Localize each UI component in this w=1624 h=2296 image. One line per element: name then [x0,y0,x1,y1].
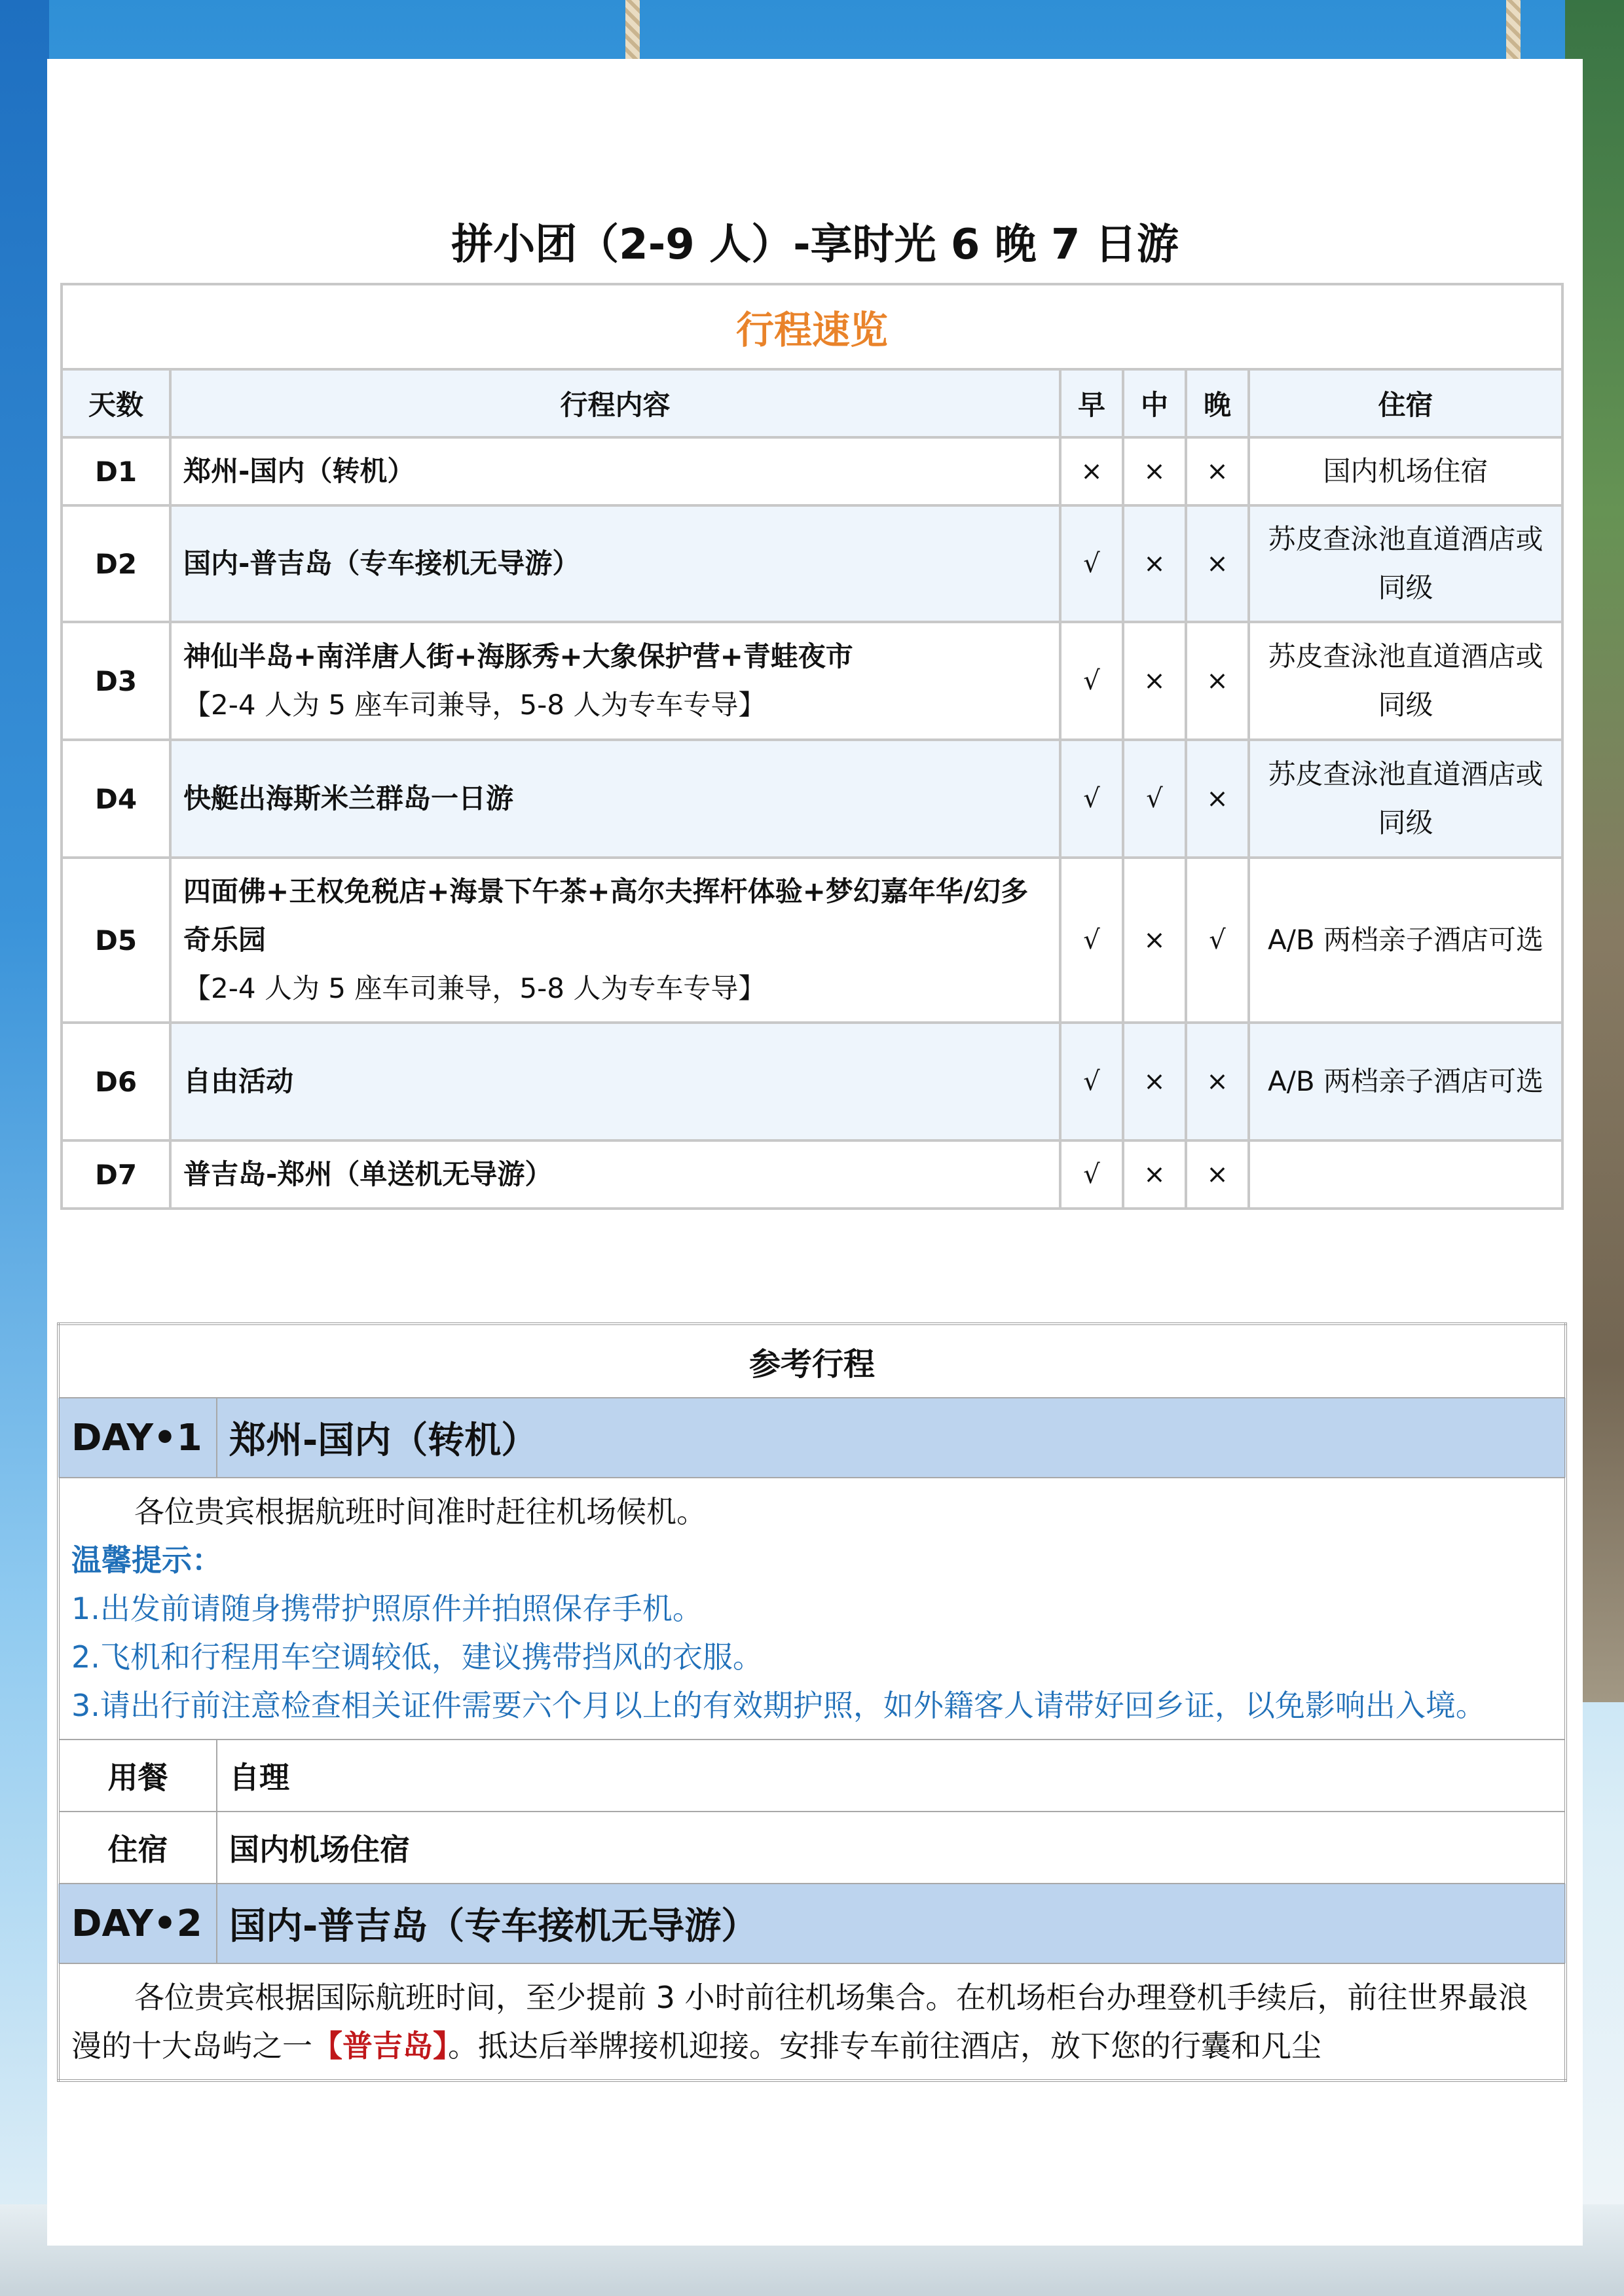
col-lunch: 中 [1123,369,1186,437]
highlight-phuket: 【普吉岛】 [312,2028,448,2064]
hotel-label: 住宿 [58,1812,217,1884]
tip-item: 3.请出行前注意检查相关证件需要六个月以上的有效期护照，如外籍客人请带好回乡证，以免影响出入境。 [71,1688,1486,1723]
day1-label: DAY•1 [58,1398,217,1478]
table-row: D7 普吉岛-郑州（单送机无导游） √ × × [62,1140,1562,1209]
tip-item: 2.飞机和行程用车空调较低，建议携带挡风的衣服。 [71,1639,763,1675]
overview-heading: 行程速览 [62,284,1562,369]
col-hotel: 住宿 [1249,369,1562,437]
meal-value: 自理 [217,1740,1566,1812]
background-left-sky [0,0,49,2296]
table-row: D1 郑州-国内（转机） × × × 国内机场住宿 [62,437,1562,505]
col-content: 行程内容 [170,369,1060,437]
rope-left [625,0,640,59]
tips-heading: 温馨提示： [71,1542,222,1578]
day1-description: 各位贵宾根据航班时间准时赶往机场候机。 温馨提示： 1.出发前请随身携带护照原件并拍照保存手机。 2.飞机和行程用车空调较低，建议携带挡风的衣服。 3.请出行前注意检查相关证件需要六个月以上的有效期护照，如外籍客人请带好回乡证，以免影响出入境。 [58,1478,1566,1740]
rope-right [1506,0,1521,59]
itinerary-page [47,59,1583,2246]
table-row: D5 四面佛+王权免税店+海景下午茶+高尔夫挥杆体验+梦幻嘉年华/幻多奇乐园 【2-4 人为 5 座车司兼导，5-8 人为专车专导】 √ × √ A/B 两档亲子酒店可选 [62,858,1562,1023]
table-row: D2 国内-普吉岛（专车接机无导游） √ × × 苏皮查泳池直道酒店或同级 [62,505,1562,622]
reference-itinerary-table [57,1322,1567,2082]
day2-description: 各位贵宾根据国际航班时间，至少提前 3 小时前往机场集合。在机场柜台办理登机手续后，前往世界最浪漫的十大岛屿之一【普吉岛】。抵达后举牌接机迎接。安排专车前往酒店，放下您的行囊和凡尘 [58,1963,1566,2081]
table-row: D6 自由活动 √ × × A/B 两档亲子酒店可选 [62,1023,1562,1140]
col-breakfast: 早 [1060,369,1123,437]
col-day: 天数 [62,369,170,437]
reference-heading: 参考行程 [58,1324,1566,1398]
table-row: D4 快艇出海斯米兰群岛一日游 √ √ × 苏皮查泳池直道酒店或同级 [62,740,1562,858]
col-dinner: 晚 [1186,369,1249,437]
hotel-value: 国内机场住宿 [217,1812,1566,1884]
day2-title: 国内-普吉岛（专车接机无导游） [217,1884,1566,1963]
meal-label: 用餐 [58,1740,217,1812]
tip-item: 1.出发前请随身携带护照原件并拍照保存手机。 [71,1591,703,1626]
page-title: 拼小团（2-9 人）-享时光 6 晚 7 日游 [451,221,1179,269]
day2-label: DAY•2 [58,1884,217,1963]
table-row: D3 神仙半岛+南洋唐人街+海豚秀+大象保护营+青蛙夜市 【2-4 人为 5 座车司兼导，5-8 人为专车专导】 √ × × 苏皮查泳池直道酒店或同级 [62,622,1562,740]
day1-title: 郑州-国内（转机） [217,1398,1566,1478]
overview-table [60,283,1564,1210]
